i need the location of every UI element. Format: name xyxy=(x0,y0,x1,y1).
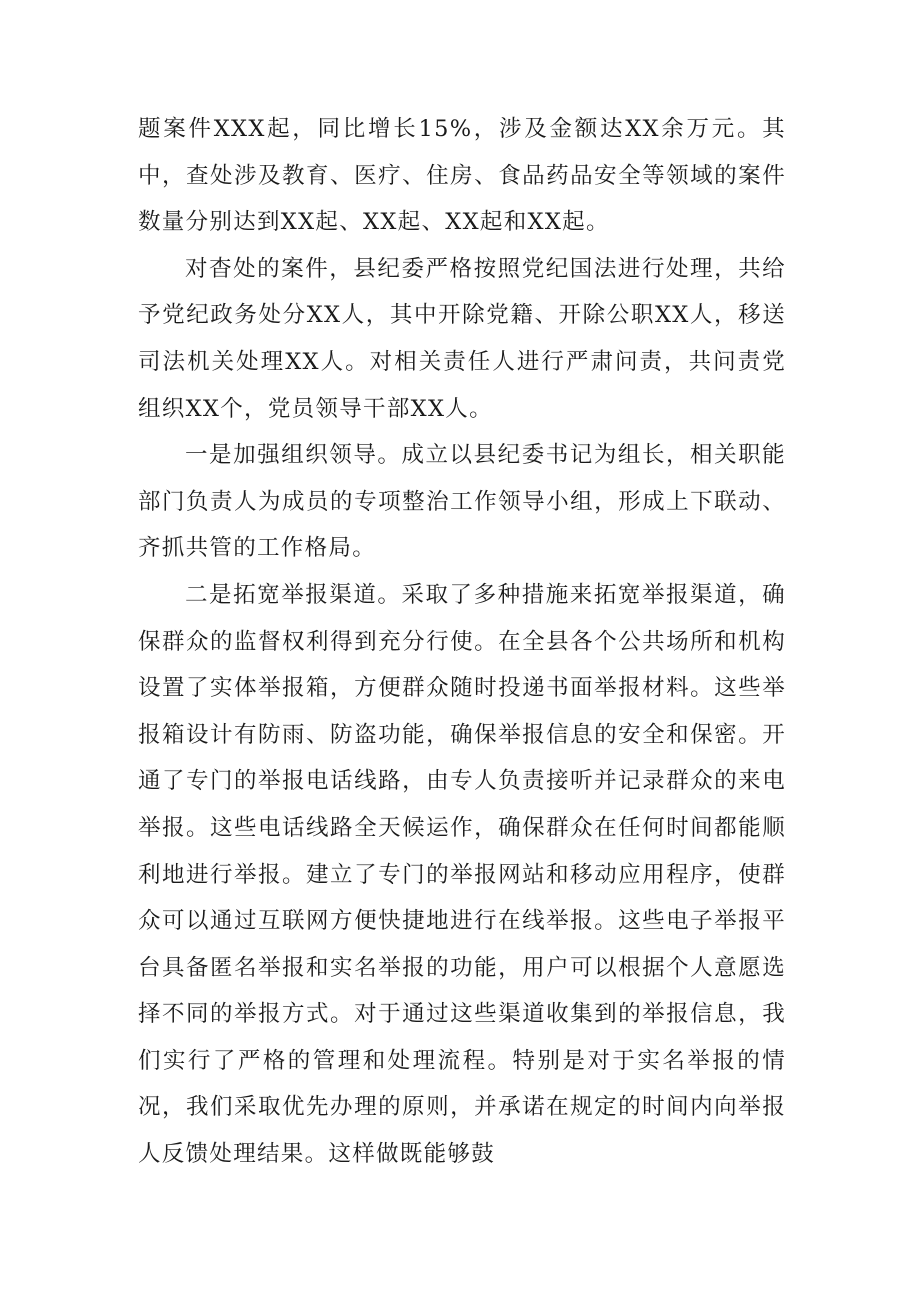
paragraph-organization-leadership: 一是加强组织领导。成立以县纪委书记为组长，相关职能部门负责人为成员的专项整治工作领导小组，形成上下联动、齐抓共管的工作格局。 xyxy=(138,442,786,562)
paragraph-case-statistics: 题案件XXX起，同比增长15%，涉及金额达XX余万元。其中，查处涉及教育、医疗、住房、食品药品安全等领域的案件数量分别达到XX起、XX起、XX起和XX起。 xyxy=(138,116,786,236)
document-body xyxy=(138,106,786,1178)
paragraph-case-handling: 对杳处的案件，县纪委严格按照党纪国法进行处理，共给予党纪政务处分XX人，其中开除党籍、开除公职XX人，移送司法机关处理XX人。对相关责任人进行严肃问责，共问责党组织XX个，党员领导干部XX人。 xyxy=(138,255,786,422)
paragraph-reporting-channels: 二是拓宽举报渠道。采取了多种措施来拓宽举报渠道，确保群众的监督权利得到充分行使。在全县各个公共场所和机构设置了实体举报箱，方便群众随时投递书面举报材料。这些举报箱设计有防雨、防盗功能，确保举报信息的安全和保密。开通了专门的举报电话线路，由专人负责接听并记录群众的来电举报。这些电话线路全天候运作，确保群众在任何时间都能顺利地进行举报。建立了专门的举报网站和移动应用程序，使群众可以通过互联网方便快捷地进行在线举报。这些电子举报平台具备匿名举报和实名举报的功能，用户可以根据个人意愿选择不同的举报方式。对于通过这些渠道收集到的举报信息，我们实行了严格的管理和处理流程。特别是对于实名举报的情况，我们采取优先办理的原则，并承诺在规定的时间内向举报人反馈处理结果。这样做既能够鼓 xyxy=(138,581,786,1168)
